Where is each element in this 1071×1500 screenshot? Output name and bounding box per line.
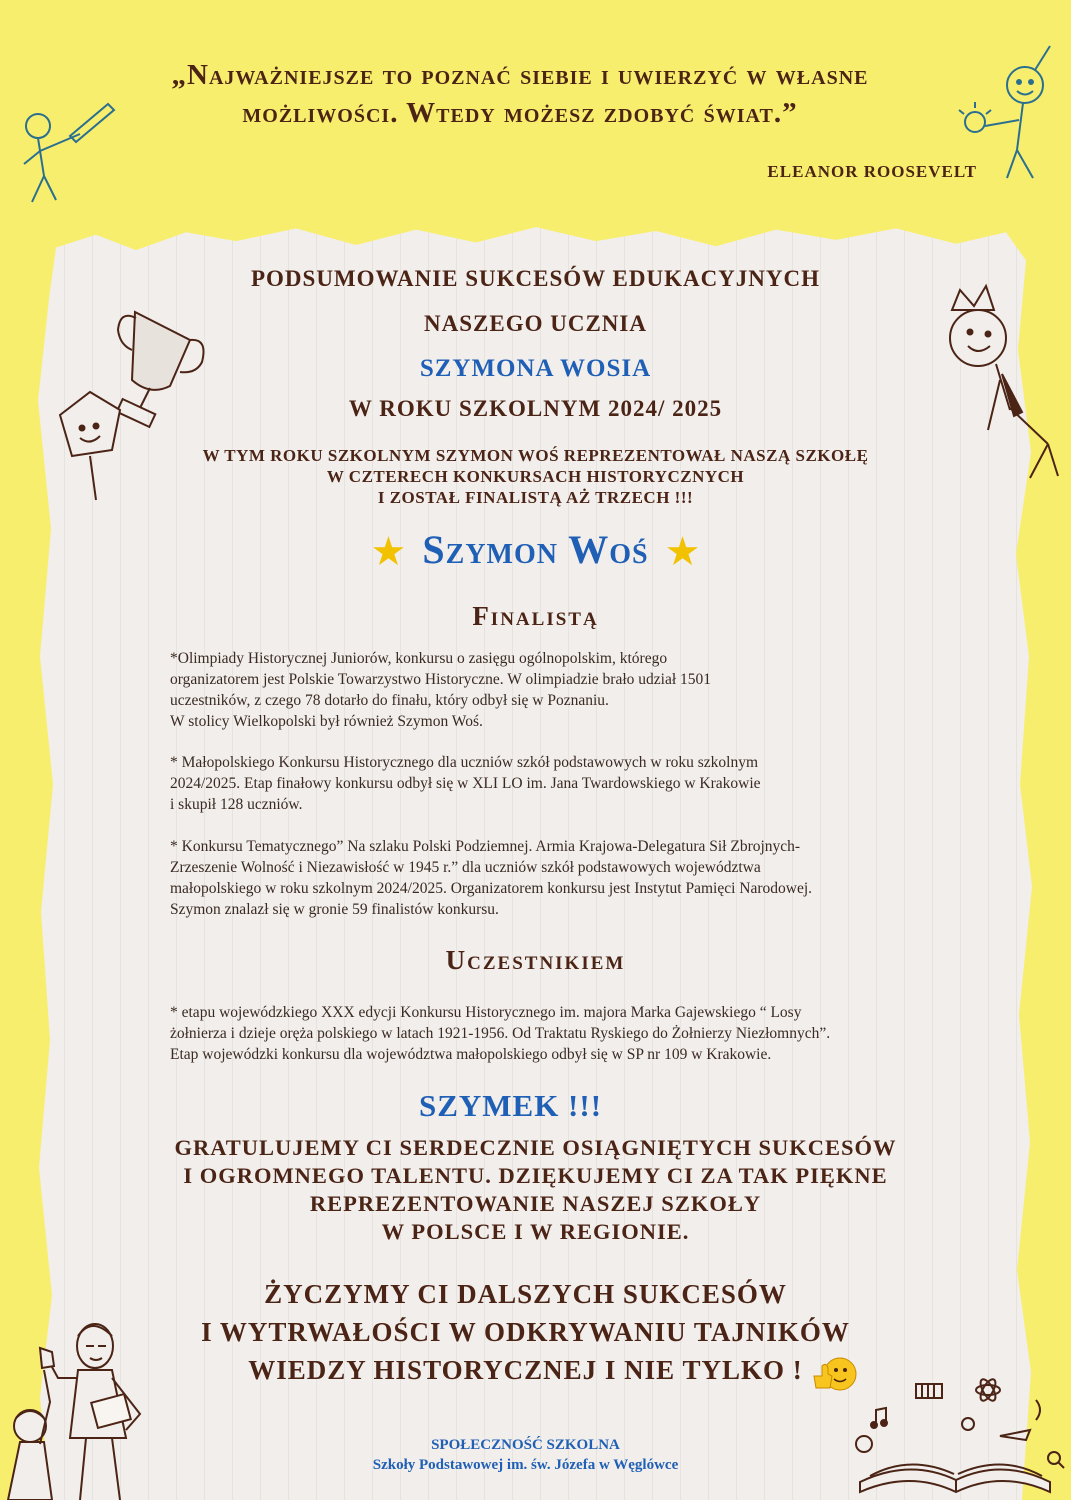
star-icon: ★: [664, 529, 701, 574]
participant-heading: Uczestnikiem: [445, 945, 626, 975]
pencil-stickman-icon: [10, 96, 120, 206]
congrats-line: GRATULUJEMY CI SERDECZNIE OSIĄGNIĘTYCH SUKCESÓW: [174, 1135, 897, 1160]
quote-author: ELEANOR ROOSEVELT: [767, 162, 977, 181]
congrats-line: I OGROMNEGO TALENTU. DZIĘKUJEMY CI ZA TAK PIĘKNE: [183, 1163, 888, 1188]
intro-line-3: I ZOSTAŁ FINALISTĄ AŻ TRZECH !!!: [377, 488, 694, 507]
intro-text: [0, 445, 1071, 508]
congrats-text: [0, 1134, 1071, 1246]
text-line: uczestników, z czego 78 dotarło do finału, który odbył się w Poznaniu.: [170, 692, 609, 709]
text-line: *Olimpiady Historycznej Juniorów, konkursu o zasięgu ogólnopolskim, którego: [170, 650, 668, 667]
wish-line: WIEDZY HISTORYCZNEJ I NIE TYLKO !: [248, 1355, 803, 1385]
text-line: W stolicy Wielkopolski był również Szymon Woś.: [170, 713, 483, 730]
finalist-item-2: [170, 752, 950, 815]
text-line: żołnierza i dzieje oręża polskiego w latach 1921-1956. Od Traktatu Ryskiego do Żołnierzy Niezłomnych”.: [170, 1025, 831, 1042]
congrats-name: SZYMEK !!!: [418, 1088, 603, 1123]
summary-subtitle: NASZEGO UCZNIA: [424, 311, 647, 336]
text-line: Szymon znalazł się w gronie 59 finalistów konkursu.: [170, 901, 499, 918]
footer: [0, 1435, 1061, 1475]
school-year: W ROKU SZKOLNYM 2024/ 2025: [348, 396, 723, 421]
congrats-line: REPREZENTOWANIE NASZEJ SZKOŁY: [309, 1191, 762, 1216]
intro-line-1: W TYM ROKU SZKOLNYM SZYMON WOŚ REPREZENTOWAŁ NASZĄ SZKOŁĘ: [202, 446, 869, 465]
quote: [40, 56, 1000, 132]
text-line: * Konkursu Tematycznego” Na szlaku Polski Podziemnej. Armia Krajowa-Delegatura Sił Zbrojnych-: [170, 838, 801, 855]
text-line: Etap wojewódzki konkursu dla województwa małopolskiego odbył się w SP nr 109 w Krakowie.: [170, 1046, 772, 1063]
star-icon: ★: [370, 529, 407, 574]
lightbulb-stickman-icon: [955, 40, 1065, 180]
congrats-line: W POLSCE I W REGIONIE.: [381, 1219, 690, 1244]
student-name: SZYMONA WOSIA: [419, 355, 652, 382]
finalist-item-3: [170, 836, 950, 920]
open-book-icon: [850, 1370, 1065, 1498]
text-line: Zrzeszenie Wolność i Niezawisłość w 1945 r.” dla uczniów szkół podstawowych województwa: [170, 859, 761, 876]
text-line: * etapu wojewódzkiego XXX edycji Konkursu Historycznego im. majora Marka Gajewskiego “ Losy: [170, 1004, 802, 1021]
summary-title: PODSUMOWANIE SUKCESÓW EDUKACYJNYCH: [250, 266, 821, 291]
banner-name: Szymon Woś: [422, 527, 649, 572]
participant-item: [170, 1002, 950, 1065]
finalist-item-1: [170, 648, 950, 732]
quote-line-2: możliwości. Wtedy możesz zdobyć świat.”: [242, 97, 798, 129]
quote-line-1: „Najważniejsze to poznać siebie i uwierzyć w własne: [171, 59, 869, 91]
name-banner: [0, 526, 1071, 575]
footer-school: Szkoły Podstawowej im. św. Józefa w Węglówce: [372, 1457, 679, 1473]
text-line: * Małopolskiego Konkursu Historycznego dla uczniów szkół podstawowych w roku szkolnym: [170, 754, 759, 771]
text-line: organizatorem jest Polskie Towarzystwo Historyczne. W olimpiadzie brało udział 1501: [170, 671, 712, 688]
text-line: i skupił 128 uczniów.: [170, 796, 303, 813]
wish-line: ŻYCZYMY CI DALSZYCH SUKCESÓW: [264, 1279, 787, 1309]
text-line: małopolskiego w roku szkolnym 2024/2025. Organizatorem konkursu jest Instytut Pamięci Narodowej.: [170, 880, 813, 897]
text-line: 2024/2025. Etap finałowy konkursu odbył się w XLI LO im. Jana Twardowskiego w Krakowie: [170, 775, 761, 792]
intro-line-2: W CZTERECH KONKURSACH HISTORYCZNYCH: [326, 467, 745, 486]
wish-line: I WYTRWAŁOŚCI W ODKRYWANIU TAJNIKÓW: [201, 1317, 850, 1347]
finalist-heading: Finalistą: [472, 601, 599, 631]
footer-community: SPOŁECZNOŚĆ SZKOLNA: [431, 1437, 620, 1453]
